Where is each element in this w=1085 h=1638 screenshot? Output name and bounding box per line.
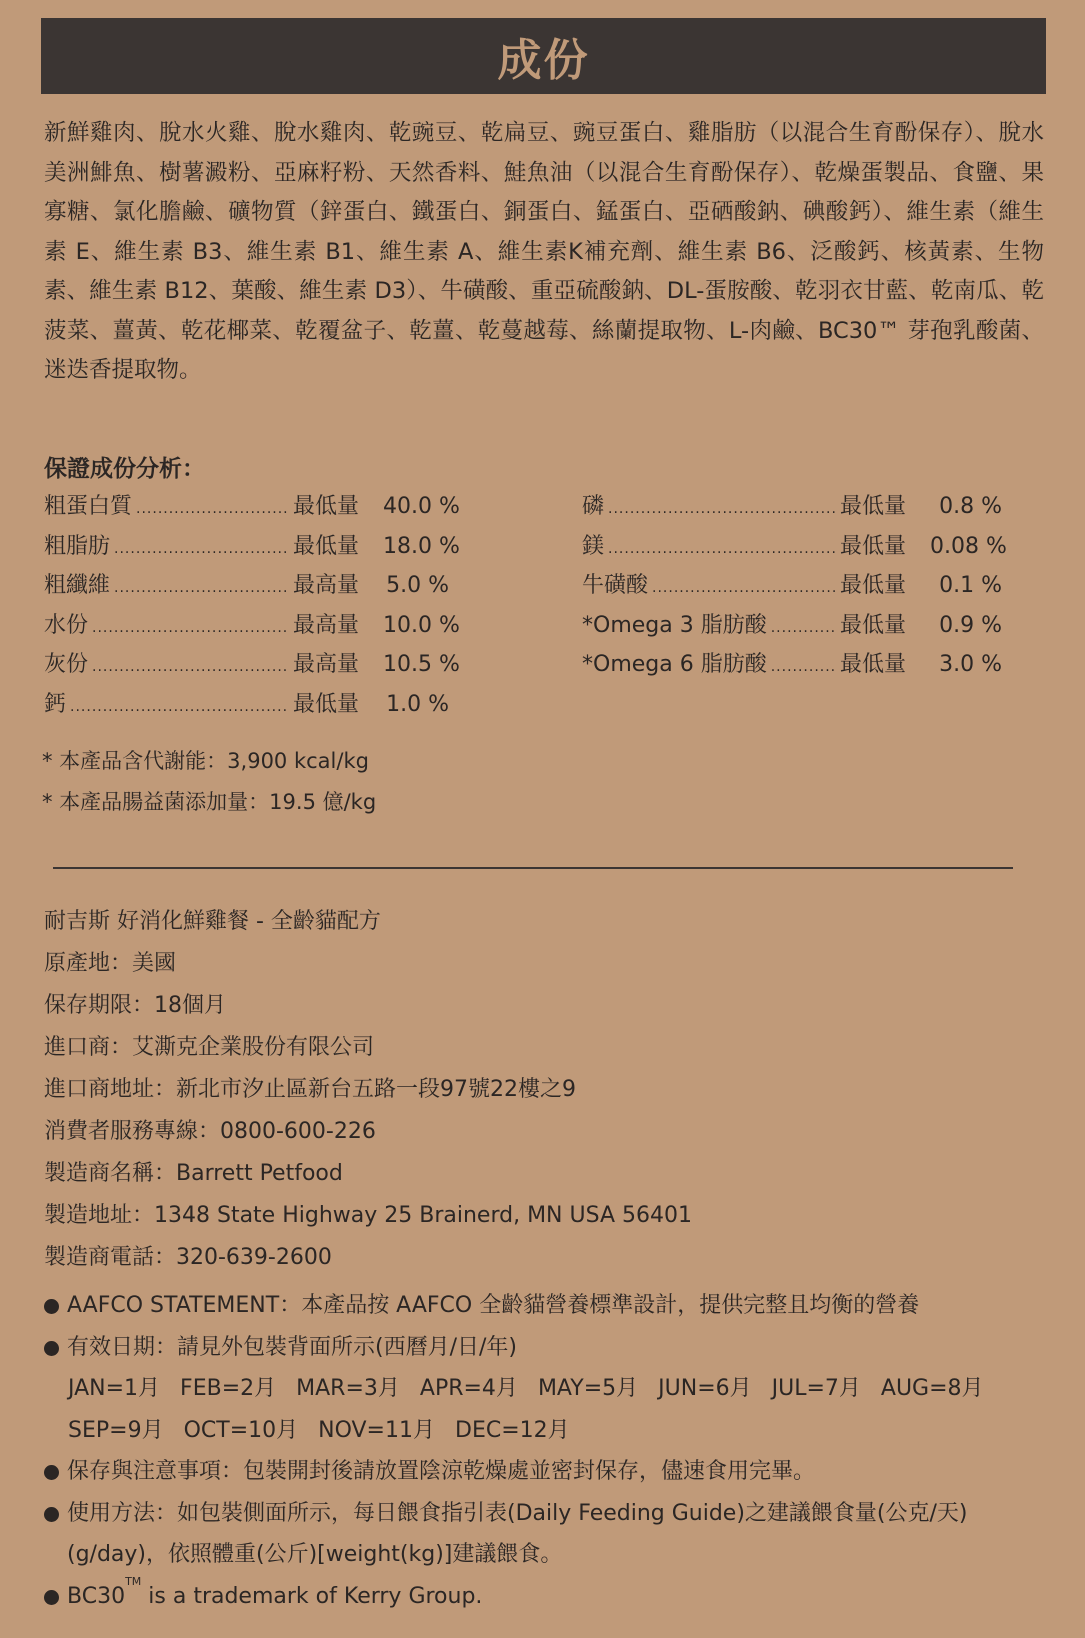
ingredients-text: 新鮮雞肉、脫水火雞、脫水雞肉、乾豌豆、乾扁豆、豌豆蛋白、雞脂肪（以混合生育酚保存）、脫水美洲鯡魚、樹薯澱粉、亞麻籽粉、天然香料、鮭魚油（以混合生育酚保存）、乾燥蛋製品、食鹽、果寡糖、氯化膽鹼、礦物質（鋅蛋白、鐵蛋白、銅蛋白、錳蛋白、亞硒酸鈉、碘酸鈣）、維生素（維生素 E、維生素 B3、維生素 B1、維生素 A、維生素K補充劑、維生素 B6、泛酸鈣、核黃素、生物素、維生素 B12、葉酸、維生素 D3）、牛磺酸、重亞硫酸鈉、DL-蛋胺酸、乾羽衣甘藍、乾南瓜、乾菠菜、薑黃、乾花椰菜、乾覆盆子、乾薑、乾蔓越莓、絲蘭提取物、L-肉鹼、BC30™ 芽孢乳酸菌、迷迭香提取物。 (44, 120, 1044, 383)
leader-dots (92, 659, 289, 675)
nutrient-name: 牛磺酸 (582, 573, 649, 598)
origin: 原產地：美國 (44, 951, 177, 976)
month-code: DEC=12月 (455, 1417, 570, 1443)
title-banner (41, 18, 1046, 94)
nutrient-name: 粗纖維 (44, 573, 111, 598)
analysis-row (44, 489, 460, 529)
nutrient-name: 水份 (44, 612, 89, 638)
leader-dots (771, 659, 836, 675)
nutrient-name: 粗脂肪 (44, 533, 111, 559)
month-code: MAR=3月 (296, 1376, 400, 1401)
manufacturer-phone: 製造商電話：320-639-2600 (44, 1245, 332, 1270)
analysis-row (582, 608, 1002, 648)
nutrient-name: *Omega 6 脂肪酸 (582, 652, 767, 677)
nutrient-value: 0.8 % (939, 494, 1002, 519)
nutrient-qualifier: 最低量 (293, 691, 360, 717)
importer: 進口商：艾澌克企業股份有限公司 (44, 1035, 375, 1060)
analysis-row (44, 568, 449, 608)
page-title: 成份 (497, 35, 590, 86)
bullet-trademark (44, 1576, 1044, 1618)
leader-dots (114, 580, 289, 596)
nutrient-value: 0.08 % (930, 533, 1007, 559)
analysis-left-column (44, 489, 460, 726)
nutrient-qualifier: 最低量 (840, 494, 907, 519)
nutrient-value: 3.0 % (939, 652, 1002, 677)
analysis-title: 保證成份分析： (44, 456, 205, 482)
nutrient-qualifier: 最低量 (840, 652, 907, 677)
analysis-row (44, 608, 460, 648)
analysis-right-column (582, 489, 1007, 687)
nutrient-name: 鎂 (582, 533, 605, 559)
bullet-expiry (44, 1327, 1044, 1369)
bullet-usage (44, 1493, 1044, 1576)
product-info (44, 904, 692, 1282)
analysis-row (582, 647, 1002, 687)
importer-address: 進口商地址：新北市汐止區新台五路一段97號22樓之9 (44, 1077, 576, 1102)
leader-dots (92, 620, 289, 636)
leader-dots (70, 699, 289, 715)
nutrient-name: 磷 (582, 494, 605, 519)
nutrient-qualifier: 最低量 (293, 494, 360, 519)
usage-text: 使用方法：如包裝側面所示，每日餵食指引表(Daily Feeding Guide)之建議餵食量(公克/天) (g/day)，依照體重(公斤)[weight(kg)]建議餵食。 (67, 1500, 968, 1567)
nutrient-qualifier: 最低量 (840, 533, 907, 559)
probiotic-note: * 本產品腸益菌添加量：19.5 億/kg (42, 790, 377, 814)
month-legend-row-2 (44, 1410, 1044, 1452)
section-divider (53, 867, 1013, 869)
product-name: 耐吉斯 好消化鮮雞餐 - 全齡貓配方 (44, 909, 381, 934)
nutrient-qualifier: 最低量 (840, 612, 907, 638)
leader-dots (652, 580, 836, 596)
bullet-list (44, 1285, 1044, 1617)
notes (42, 745, 376, 827)
bullet-dot-icon (44, 1507, 59, 1522)
analysis-row (582, 529, 1007, 569)
month-code: OCT=10月 (183, 1417, 299, 1443)
energy-note: * 本產品含代謝能：3,900 kcal/kg (42, 749, 369, 773)
leader-dots (771, 620, 836, 636)
bullet-dot-icon (44, 1299, 59, 1314)
leader-dots (114, 541, 289, 557)
month-legend-row-1 (44, 1368, 1044, 1410)
nutrient-name: 灰份 (44, 652, 89, 677)
nutrient-qualifier: 最低量 (840, 573, 907, 598)
aafco-statement: AAFCO STATEMENT：本產品按 AAFCO 全齡貓營養標準設計，提供完整且均衡的營養 (67, 1293, 920, 1318)
nutrient-qualifier: 最高量 (293, 612, 360, 638)
analysis-row (582, 568, 1002, 608)
nutrient-name: *Omega 3 脂肪酸 (582, 612, 767, 638)
bullet-dot-icon (44, 1341, 59, 1356)
shelf-life: 保存期限：18個月 (44, 993, 226, 1018)
nutrient-qualifier: 最低量 (293, 533, 360, 559)
nutrient-value: 0.1 % (939, 573, 1002, 598)
manufacturer-name: 製造商名稱：Barrett Petfood (44, 1161, 343, 1186)
nutrient-value: 18.0 % (383, 533, 460, 559)
nutrient-qualifier: 最高量 (293, 652, 360, 677)
manufacturer-address: 製造地址：1348 State Highway 25 Brainerd, MN USA 56401 (44, 1203, 693, 1228)
expiry-text: 有效日期：請見外包裝背面所示(西曆月/日/年) (67, 1334, 517, 1360)
analysis-row (44, 647, 460, 687)
month-code: SEP=9月 (68, 1417, 164, 1443)
month-code: NOV=11月 (318, 1417, 435, 1443)
month-code: FEB=2月 (180, 1376, 277, 1401)
bullet-aafco (44, 1285, 1044, 1327)
trademark-brand: BC30 (67, 1583, 126, 1609)
analysis-row (44, 687, 449, 727)
nutrient-name: 鈣 (44, 691, 67, 717)
month-code: JUL=7月 (771, 1376, 861, 1401)
trademark-symbol: TM (125, 1574, 142, 1588)
bullet-dot-icon (44, 1590, 59, 1605)
bullet-storage (44, 1451, 1044, 1493)
nutrient-qualifier: 最高量 (293, 573, 360, 598)
month-code: JAN=1月 (68, 1376, 161, 1401)
month-code: AUG=8月 (880, 1376, 984, 1401)
analysis-row (44, 529, 460, 569)
leader-dots (136, 501, 289, 517)
storage-text: 保存與注意事項：包裝開封後請放置陰涼乾燥處並密封保存，儘速食用完畢。 (67, 1459, 816, 1484)
nutrient-value: 10.0 % (383, 612, 460, 638)
month-code: APR=4月 (419, 1376, 518, 1401)
nutrient-value: 1.0 % (386, 691, 449, 717)
nutrient-value: 10.5 % (383, 652, 460, 677)
leader-dots (608, 541, 836, 557)
nutrient-value: 40.0 % (383, 494, 460, 519)
leader-dots (608, 501, 836, 517)
service-hotline: 消費者服務專線：0800-600-226 (44, 1119, 376, 1144)
bullet-dot-icon (44, 1465, 59, 1480)
nutrient-value: 0.9 % (939, 612, 1002, 638)
month-code: JUN=6月 (658, 1376, 752, 1401)
month-code: MAY=5月 (537, 1376, 639, 1401)
nutrient-name: 粗蛋白質 (44, 494, 133, 519)
analysis-row (582, 489, 1002, 529)
trademark-text (67, 1576, 1044, 1618)
trademark-owner: is a trademark of Kerry Group. (141, 1583, 483, 1609)
nutrient-value: 5.0 % (386, 573, 449, 598)
